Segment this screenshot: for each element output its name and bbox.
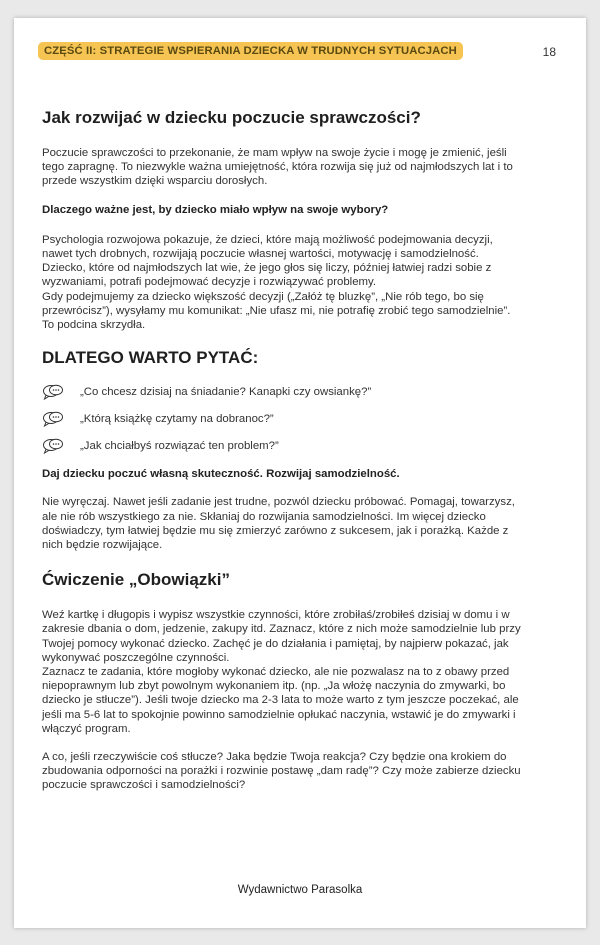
- chapter-label: CZĘŚĆ II: STRATEGIE WSPIERANIA DZIECKA W TRUDNYCH SYTUACJACH: [38, 42, 463, 60]
- exercise-paragraph: [42, 608, 562, 736]
- section-title-agency: Jak rozwijać w dziecku poczucie sprawczości?: [42, 108, 421, 127]
- emphasis-text: Daj dziecku poczuć własną skuteczność. Rozwijaj samodzielność.: [42, 468, 400, 481]
- text-line: Zaznacz te zadania, które mogłoby wykonać dziecko, ale nie pozwalasz na to z obawy przed: [42, 666, 510, 679]
- speech-bubble-icon: [42, 384, 64, 400]
- bold-question: Dlaczego ważne jest, by dziecko miało wpływ na swoje wybory?: [42, 203, 389, 216]
- text-line: Poczucie sprawczości to przekonanie, że mam wpływ na swoje życie i mogę je zmienić, jeśli: [42, 147, 507, 159]
- list-item: [42, 405, 562, 432]
- page-number: 18: [542, 45, 556, 59]
- text-line: tego zapragnę. To niezwykle ważna umiejętność, która rozwija się już od najmłodszych lat i to: [42, 161, 513, 174]
- text-line: jeśli ma 5-6 lat to spokojnie powinno samodzielnie opłukać naczynia, wstawić je do zmywarki i: [42, 708, 516, 721]
- psychology-paragraph: [42, 233, 562, 332]
- text-line: ale nie rób wszystkiego za nie. Skłaniaj do rozwijania samodzielności. Im więcej dziecko: [42, 510, 486, 523]
- document-page: [14, 18, 586, 928]
- spacer: [42, 736, 562, 750]
- reflection-paragraph: [42, 750, 562, 793]
- text-line: nawet tych drobnych, rozwijają poczucie własnej wartości, motywację i samodzielność.: [42, 248, 479, 261]
- text-line: wyzwaniami, potrafi podejmować decyzje i rozwiązywać problemy.: [42, 276, 377, 289]
- text-line: Weź kartkę i długopis i wypisz wszystkie czynności, które zrobiłaś/zrobiłeś dzisiaj w domu i w: [42, 609, 510, 622]
- text-line: Psychologia rozwojowa pokazuje, że dzieci, które mają możliwość podejmowania decyzji,: [42, 233, 493, 246]
- text-line: wykonywać poszczególne czynności.: [42, 651, 230, 664]
- text-line: A co, jeśli rzeczywiście coś stłucze? Jaka będzie Twoja reakcja? Czy będzie ona krokiem do: [42, 751, 507, 764]
- text-line: Twojej pomocy wykonać dziecko. Zachęć je do działania i pamiętaj, by najpierw pokazać, jak: [42, 637, 509, 650]
- text-line: przede wszystkim dzięki wsparciu dorosłych.: [42, 175, 268, 188]
- independence-paragraph: [42, 495, 562, 552]
- text-line: włączyć program.: [42, 722, 131, 735]
- speech-bubble-icon: [42, 438, 64, 454]
- speech-bubble-icon: [42, 411, 64, 427]
- question-text: „Jak chciałbyś rozwiązać ten problem?”: [80, 439, 279, 452]
- text-line: niepoprawnym lub zbyt powolnym wykonaniem itp. (np. „Ja włożę naczynia do zmywarki, bo: [42, 680, 506, 693]
- list-item: [42, 378, 562, 405]
- text-line: To podcina skrzydła.: [42, 319, 146, 332]
- intro-paragraph: [42, 146, 562, 189]
- publisher-footer: Wydawnictwo Parasolka: [237, 884, 363, 896]
- section-title-exercise: Ćwiczenie „Obowiązki”: [42, 570, 230, 590]
- text-line: dziecko je stłucze”). Jeśli twoje dziecko ma 2-3 lata to może warto z tym jeszcze poczekać, ale: [42, 694, 519, 707]
- question-text: „Którą książkę czytamy na dobranoc?”: [80, 412, 274, 425]
- question-list: [42, 378, 562, 459]
- text-line: zakresie dbania o dom, jedzenie, zakupy itd. Zaznacz, które z nich może samodzielnie lub przy: [42, 623, 521, 636]
- text-line: Dziecko, które od najmłodszych lat wie, że jego głos się liczy, później łatwiej radzi sobie z: [42, 262, 492, 275]
- text-line: zbudowania odporności na porażki i rozwinie postawę „dam radę”? Czy może zabierze dziecku: [42, 765, 521, 778]
- text-line: Gdy podejmujemy za dziecko większość decyzji („Załóż tę bluzkę”, „Nie rób tego, bo się: [42, 290, 484, 303]
- text-line: Nie wyręczaj. Nawet jeśli zadanie jest trudne, pozwól dziecku próbować. Pomagaj, towarzysz,: [42, 496, 515, 509]
- section-title-ask: DLATEGO WARTO PYTAĆ:: [42, 348, 259, 368]
- page-content: [42, 108, 562, 793]
- question-text: „Co chcesz dzisiaj na śniadanie? Kanapki czy owsiankę?”: [80, 385, 372, 398]
- text-line: nich będzie rozwijające.: [42, 539, 163, 552]
- text-line: przewrócisz”), wysyłamy mu komunikat: „Nie ufasz mi, nie potrafię zrobić tego samodzielnie”.: [42, 304, 511, 317]
- text-line: doświadczy, tym łatwiej będzie mu się zmierzyć zarówno z sukcesem, jak i porażką. Każde z: [42, 524, 509, 537]
- list-item: [42, 432, 562, 459]
- text-line: poczucie sprawczości i samodzielności?: [42, 779, 246, 792]
